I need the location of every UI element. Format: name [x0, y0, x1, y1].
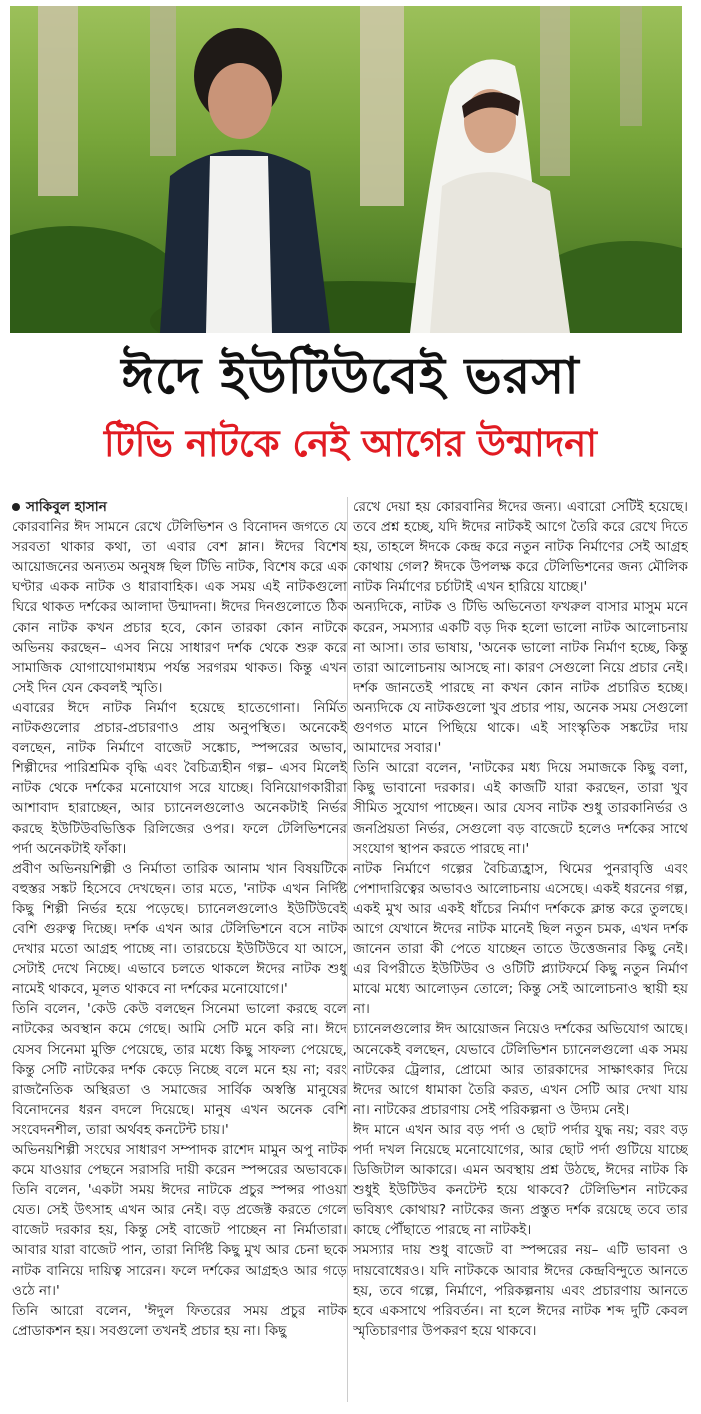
paragraph: তিনি বলেন, 'কেউ কেউ বলছেন সিনেমা ভালো করছে বলে নাটকের অবস্থান কমে গেছে। আমি সেটি মনে করি না। ঈদে যেসব সিনেমা মুক্তি পেয়েছে, তার মধ্যে কিছু সাফল্য পেয়েছে, কিন্তু সেটি নাটকের দর্শক কেড়ে নিচ্ছে বলে মনে হয় না; বরং রাজনৈতিক অস্থিরতা ও সমাজের সার্বিক অস্বস্তি মানুষের বিনোদনের ধরন বদলে দিয়েছে। মানুষ এখন অনেক বেশি সংবেদনশীল, তারা অর্থবহ কনটেন্ট চায়।' [12, 1001, 347, 1138]
paragraph: তিনি আরো বলেন, 'ঈদুল ফিতরের সময় প্রচুর নাটক প্রোডাকশন হয়। সবগুলো তখনই প্রচার হয় না। কিছু [12, 1302, 347, 1339]
paragraph: তিনি আরো বলেন, 'নাটকের মধ্য দিয়ে সমাজকে কিছু বলা, কিছু ভাবানো দরকার। এই কাজটি যারা করছেন, তারা খুব সীমিত সুযোগ পাচ্ছেন। আর যেসব নাটক শুধু তারকানির্ভর ও জনপ্রিয়তা নির্ভর, সেগুলো বড় বাজেটে হলেও দর্শকের সাথে সংযোগ স্থাপন করতে পারছে না।' [353, 760, 688, 857]
paragraph: নাটক নির্মাণে গল্পের বৈচিত্র্যহ্রাস, থিমের পুনরাবৃত্তি এবং পেশাদারিত্বের অভাবও আলোচনায় এসেছে। একই ধরনের গল্প, একই মুখ আর একই ধাঁচের নির্মাণ দর্শককে ক্লান্ত করে তুলছে। আগে যেখানে ঈদের নাটক মানেই ছিল নতুন চমক, এখন দর্শক জানেন তারা কী পেতে যাচ্ছেন তাতে উত্তেজনার কিছু নেই। এর বিপরীতে ইউটিউব ও ওটিটি প্ল্যাটফর্মে কিছু নতুন নির্মাণ মাঝে মধ্যে আলোড়ন তোলে; কিন্তু সেই আলোচনাও স্থায়ী হয় না। [353, 860, 688, 1018]
article-photo [10, 6, 682, 333]
paragraph: অভিনয়শিল্পী সংঘের সাধারণ সম্পাদক রাশেদ মামুন অপু নাটক কমে যাওয়ার পেছনে সরাসরি দায়ী করেন স্পন্সরের অভাবকে। তিনি বলেন, 'একটা সময় ঈদের নাটকে প্রচুর স্পন্সর পাওয়া যেত। সেই উৎসাহ এখন আর নেই। বড় প্রজেক্ট করতে গেলে বাজেট দরকার হয়, কিন্তু সেই বাজেট পাচ্ছেন না নির্মাতারা। আবার যারা বাজেট পান, তারা নির্দিষ্ট কিছু মুখ আর চেনা ছকে নাটক বানিয়ে দায়িত্ব সারেন। ফলে দর্শকের আগ্রহও আর গড়ে ওঠে না।' [12, 1142, 347, 1299]
subheadline: টিভি নাটকে নেই আগের উন্মাদনা [104, 422, 597, 465]
headline: ঈদে ইউটিউবেই ভরসা [121, 347, 580, 405]
paragraph: অন্যদিকে, নাটক ও টিভি অভিনেতা ফখরুল বাসার মাসুম মনে করেন, সমস্যার একটি বড় দিক হলো ভালো নাটক আলোচনায় না আসা। তার ভাষায়, 'অনেক ভালো নাটক নির্মাণ হচ্ছে, কিন্তু তারা আলোচনায় আসছে না। কারণ সেগুলো নিয়ে প্রচার নেই। দর্শক জানতেই পারছে না কখন কোন নাটক প্রচারিত হচ্ছে। অন্যদিকে যে নাটকগুলো খুব প্রচার পায়, অনেক সময় সেগুলো গুণগত মানে পিছিয়ে থাকে। এই সাংস্কৃতিক সঙ্কটের দায় আমাদের সবার।' [353, 599, 688, 757]
article-column-right [353, 497, 688, 1407]
paragraph: সমস্যার দায় শুধু বাজেট বা স্পন্সরের নয়– এটি ভাবনা ও দায়বোধেরও। যদি নাটককে আবার ঈদের কেন্দ্রবিন্দুতে আনতে হয়, তবে গল্পে, নির্মাণে, পরিকল্পনায় এবং প্রচারণায় আনতে হবে একসাথে পরিবর্তন। না হলে ঈদের নাটক শব্দ দুটি কেবল স্মৃতিচারণার উপকরণ হয়ে থাকবে। [353, 1242, 688, 1339]
paragraph: চ্যানেলগুলোর ঈদ আয়োজন নিয়েও দর্শকের অভিযোগ আছে। অনেকেই বলছেন, যেভাবে টেলিভিশন চ্যানেলগুলো এক সময় নাটকের ট্রেলার, প্রোমো আর তারকাদের সাক্ষাৎকার দিয়ে ঈদের আগে ধামাকা তৈরি করত, এখন সেটি আর দেখা যায় না। নাটকের প্রচারণায় সেই পরিকল্পনা ও উদ্যম নেই। [353, 1021, 688, 1118]
paragraph: কোরবানির ঈদ সামনে রেখে টেলিভিশন ও বিনোদন জগতে যে সরবতা থাকার কথা, তা এবার বেশ ম্লান। ঈদের বিশেষ আয়োজনের অন্যতম অনুষঙ্গ ছিল টিভি নাটক, বিশেষ করে এক ঘণ্টার একক নাটক ও ধারাবাহিক। এক সময় এই নাটকগুলো ঘিরে থাকত দর্শকের আলাদা উন্মাদনা। ঈদের দিনগুলোতে ঠিক কোন নাটক কখন প্রচার হবে, কোন তারকা কোন নাটকে অভিনয় করছেন– এসব নিয়ে সাধারণ দর্শক থেকে শুরু করে সামাজিক যোগাযোগমাধ্যম পর্যন্ত সরগরম থাকত। কিন্তু এখন সেই দিন যেন কেবলই স্মৃতি। [12, 519, 347, 696]
byline-bullet-icon [12, 503, 20, 511]
paragraph: ঈদ মানে এখন আর বড় পর্দা ও ছোট পর্দার যুদ্ধ নয়; বরং বড় পর্দা দখল নিয়েছে মনোযোগের, আর ছোট পর্দা গুটিয়ে যাচ্ছে ডিজিটাল আকারে। এমন অবস্থায় প্রশ্ন উঠছে, ঈদের নাটক কি শুধুই ইউটিউব কনটেন্ট হয়ে থাকবে? টেলিভিশন নাটকের ভবিষ্যৎ কোথায়? নাটকের জন্য প্রস্তুত দর্শক রয়েছে তবে তার কাছে পৌঁছাতে পারছে না নাটকই। [353, 1121, 688, 1239]
article-column-left [12, 497, 347, 1407]
paragraph: প্রবীণ অভিনয়শিল্পী ও নির্মাতা তারিক আনাম খান বিষয়টিকে বহুস্তর সঙ্কট হিসেবে দেখছেন। তার মতে, 'নাটক এখন নির্দিষ্ট কিছু শিল্পী নির্ভর হয়ে পড়েছে। চ্যানেলগুলোও ইউটিউবেই বেশি গুরুত্ব দিচ্ছে। দর্শক এখন আর টেলিভিশনে বসে নাটক দেখার মতো আগ্রহ পাচ্ছে না। তারচেয়ে ইউটিউবে যা আসে, সেটাই দেখে নিচ্ছে। এভাবে চলতে থাকলে ঈদের নাটক শুধু নামেই থাকবে, মূলত থাকবে না দর্শকের মনোযোগে।' [12, 860, 347, 998]
paragraph: এবারের ঈদে নাটক নির্মাণ হয়েছে হাতেগোনা। নির্মিত নাটকগুলোর প্রচার-প্রচারণাও প্রায় অনুপস্থিত। অনেকেই বলছেন, নাটক নির্মাণে বাজেট সঙ্কোচ, স্পন্সরের অভাব, শিল্পীদের পারিশ্রমিক বৃদ্ধি এবং বৈচিত্র্যহীন গল্প– এসব মিলেই নাটক থেকে দর্শকের মনোযোগ সরে যাচ্ছে। বিনিয়োগকারীরা আশাবাদ হারাচ্ছেন, আর চ্যানেলগুলোও অনেকটাই নির্ভর করছে ইউটিউবভিত্তিক রিলিজের ওপর। ফলে টেলিভিশনের পর্দা অনেকটাই ফাঁকা। [12, 699, 347, 857]
photo-illustration [10, 6, 682, 333]
byline [12, 497, 347, 517]
byline-author: সাকিবুল হাসান [26, 499, 107, 515]
paragraph: রেখে দেয়া হয় কোরবানির ঈদের জন্য। এবারো সেটিই হয়েছে। তবে প্রশ্ন হচ্ছে, যদি ঈদের নাটকই আগে তৈরি করে রেখে দিতে হয়, তাহলে ঈদকে কেন্দ্র করে নতুন নাটক নির্মাণের সেই আগ্রহ কোথায় গেল? ঈদকে উপলক্ষ করে টেলিভিশনের জন্য মৌলিক নাটক নির্মাণের চর্চাটাই এখন হারিয়ে যাচ্ছে।' [353, 499, 688, 596]
column-divider [347, 497, 348, 1402]
